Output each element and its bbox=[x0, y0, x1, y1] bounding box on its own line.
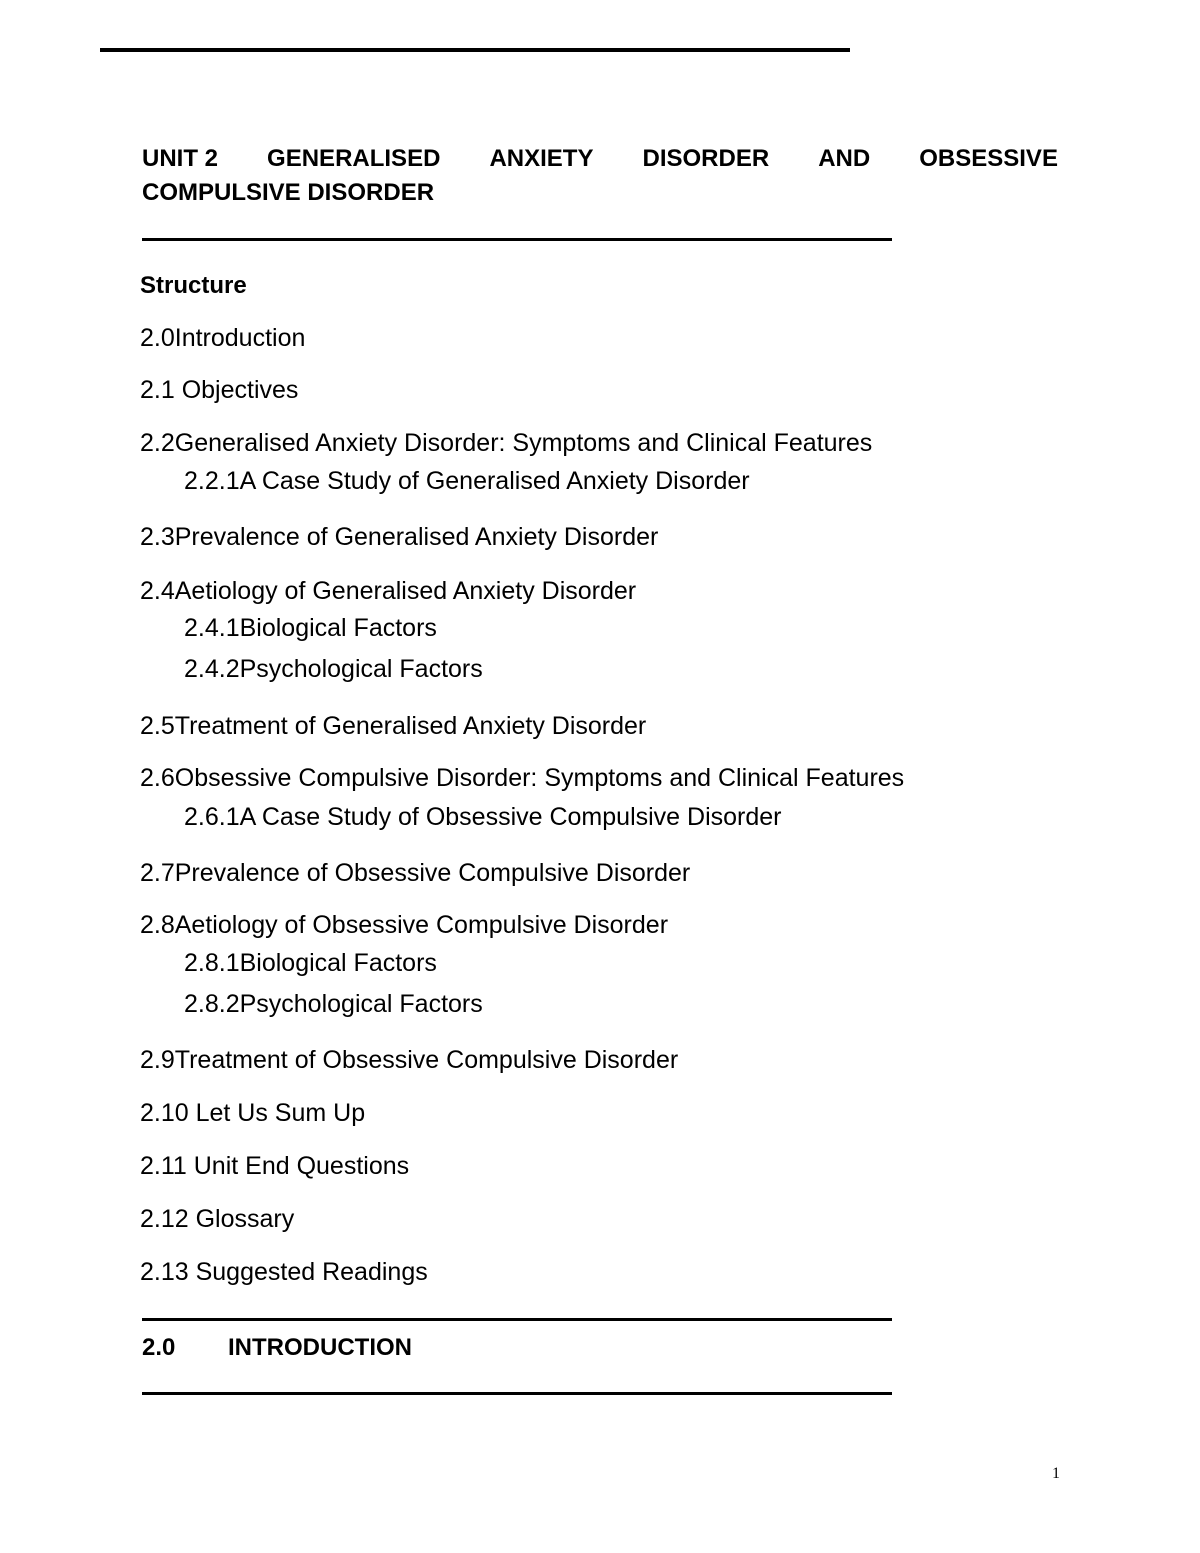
toc-item: 2.0Introduction bbox=[140, 324, 306, 352]
toc-item: 2.9Treatment of Obsessive Compulsive Disorder bbox=[140, 1046, 679, 1074]
title-word: OBSESSIVE bbox=[919, 145, 1058, 172]
toc-item: 2.2Generalised Anxiety Disorder: Symptoms and Clinical Features bbox=[140, 429, 873, 457]
page-number: 1 bbox=[1052, 1465, 1060, 1482]
toc-item: 2.3Prevalence of Generalised Anxiety Disorder bbox=[140, 523, 659, 551]
toc-item: 2.6Obsessive Compulsive Disorder: Symptoms and Clinical Features bbox=[140, 764, 905, 792]
unit-label: UNIT 2 bbox=[142, 145, 219, 172]
toc-item: 2.5Treatment of Generalised Anxiety Disorder bbox=[140, 712, 647, 740]
title-word: DISORDER bbox=[642, 145, 770, 172]
toc-subitem: 2.8.1Biological Factors bbox=[184, 949, 437, 977]
toc-item: 2.12 Glossary bbox=[140, 1205, 295, 1233]
toc-subitem: 2.4.2Psychological Factors bbox=[184, 655, 483, 683]
toc-item: 2.8Aetiology of Obsessive Compulsive Disorder bbox=[140, 911, 669, 939]
toc-item: 2.7Prevalence of Obsessive Compulsive Disorder bbox=[140, 859, 691, 887]
title-word: GENERALISED bbox=[267, 145, 441, 172]
toc-item: 2.1 Objectives bbox=[140, 376, 299, 404]
toc-subitem: 2.6.1A Case Study of Obsessive Compulsive Disorder bbox=[184, 803, 782, 831]
structure-heading: Structure bbox=[140, 272, 247, 299]
title-word: ANXIETY bbox=[489, 145, 594, 172]
toc-item: 2.11 Unit End Questions bbox=[140, 1152, 410, 1180]
toc-subitem: 2.4.1Biological Factors bbox=[184, 614, 437, 642]
unit-title-line2: COMPULSIVE DISORDER bbox=[142, 179, 435, 206]
title-rule bbox=[142, 238, 892, 241]
unit-title-line1 bbox=[142, 142, 1058, 176]
toc-subitem: 2.2.1A Case Study of Generalised Anxiety Disorder bbox=[184, 467, 750, 495]
section-rule-top bbox=[142, 1318, 892, 1321]
section-rule-bottom bbox=[142, 1392, 892, 1395]
toc-item: 2.13 Suggested Readings bbox=[140, 1258, 428, 1286]
title-word: AND bbox=[818, 145, 871, 172]
toc-item: 2.4Aetiology of Generalised Anxiety Disorder bbox=[140, 577, 637, 605]
toc-subitem: 2.8.2Psychological Factors bbox=[184, 990, 483, 1018]
toc-item: 2.10 Let Us Sum Up bbox=[140, 1099, 366, 1127]
top-rule bbox=[100, 48, 850, 52]
section-number: 2.0 bbox=[142, 1334, 176, 1361]
section-title: INTRODUCTION bbox=[228, 1334, 412, 1361]
unit-title bbox=[142, 142, 1058, 210]
